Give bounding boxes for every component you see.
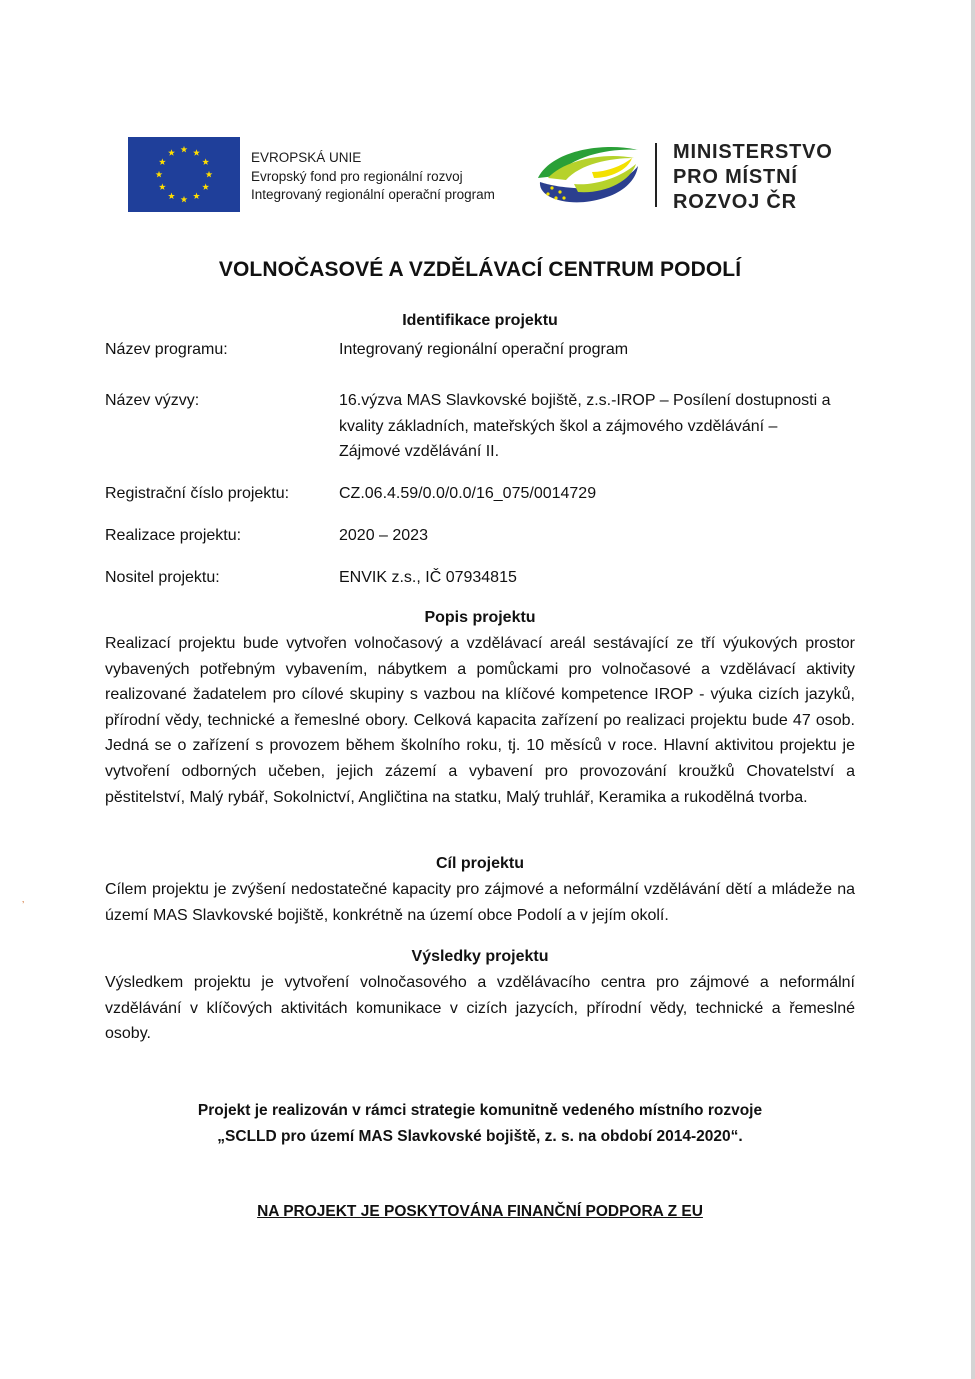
registration-number-value: CZ.06.4.59/0.0/0.0/16_075/0014729 bbox=[339, 485, 597, 502]
mmr-text-line-2: PRO MÍSTNÍ bbox=[673, 166, 798, 188]
realization-label: Realizace projektu: bbox=[105, 527, 242, 544]
realization-value: 2020 – 2023 bbox=[339, 527, 428, 544]
eu-text-line-3: Integrovaný regionální operační program bbox=[251, 187, 495, 202]
document-title: VOLNOČASOVÉ A VZDĚLÁVACÍ CENTRUM PODOLÍ bbox=[218, 258, 742, 281]
call-name-label: Název výzvy: bbox=[105, 392, 200, 409]
project-holder-value: ENVIK z.s., IČ 07934815 bbox=[339, 569, 517, 586]
description-text: Realizací projektu bude vytvořen volnočasový a vzdělávací areál sestávající ze tří výukových prostor vybavených potřebným vybavením, nábytkem a pomůckami pro volnočasové a vzdělávací aktivity realizované žadatelem pro cílové skupiny s vazbou na klíčové kompetence IROP - výuka cizích jazyků, přírodní vědy, technické a řemeslné obory. Celková kapacita zařízení po realizaci projektu bude 47 osob. Jedná se o zařízení s provozem během školního roku, tj. 10 měsíců v roce. Hlavní aktivitou projektu je vytvoření odborných učeben, jejich zázemí a vybavení pro provozování kroužků Chovatelství a pěstitelství, Malý rybář, Sokolnictví, Angličtina na statku, Malý truhlář, Keramika a rukodělná tvorba. bbox=[105, 635, 855, 806]
results-text: Výsledkem projektu je vytvoření volnočasového a vzdělávacího centra pro zájmové a neformální vzdělávání v klíčových aktivitách komunikace v cizích jazycích, přírodní vědy, technické a řemeslné osoby. bbox=[105, 974, 855, 1043]
footer-strategy-line: Projekt je realizován v rámci strategie komunitně vedeného místního rozvoje bbox=[197, 1102, 763, 1119]
mmr-divider bbox=[655, 143, 657, 207]
description-heading: Popis projektu bbox=[424, 609, 536, 626]
program-name-value: Integrovaný regionální operační program bbox=[339, 341, 629, 358]
eu-support-notice: NA PROJEKT JE POSKYTOVÁNA FINANČNÍ PODPORA Z EU bbox=[257, 1203, 703, 1220]
eu-text-line-1: EVROPSKÁ UNIE bbox=[251, 150, 362, 165]
results-heading: Výsledky projektu bbox=[411, 948, 549, 965]
eu-text-line-2: Evropský fond pro regionální rozvoj bbox=[251, 168, 463, 184]
page-edge bbox=[971, 0, 975, 1379]
program-name-label: Název programu: bbox=[105, 341, 228, 358]
mmr-text-line-1: MINISTERSTVO bbox=[673, 141, 833, 163]
call-name-value: 16.výzva MAS Slavkovské bojiště, z.s.-IROP – Posílení dostupnosti a kvality základních, mateřských škol a zájmového vzdělávání – Zájmové vzdělávání II. bbox=[339, 392, 831, 460]
goal-text: Cílem projektu je zvýšení nedostatečné kapacity pro zájmové a neformální vzdělávání dětí a mládeže na území MAS Slavkovské bojiště, konkrétně na území obce Podolí a v jejím okolí. bbox=[105, 881, 855, 924]
mmr-text-line-3: ROZVOJ ČR bbox=[673, 191, 797, 213]
registration-number-label: Registrační číslo projektu: bbox=[105, 485, 290, 502]
mmr-logo-text bbox=[673, 140, 833, 215]
goal-heading: Cíl projektu bbox=[435, 855, 524, 872]
project-holder-label: Nositel projektu: bbox=[105, 569, 220, 586]
footer-sclld-line: „SCLLD pro území MAS Slavkovské bojiště, z. s. na období 2014-2020“. bbox=[217, 1128, 743, 1145]
mmr-logo bbox=[534, 138, 834, 213]
mmr-emblem-icon bbox=[534, 142, 640, 206]
eu-flag-icon bbox=[128, 137, 240, 212]
eu-logo-text bbox=[251, 149, 495, 205]
stray-mark: ’ bbox=[22, 900, 25, 911]
identification-heading: Identifikace projektu bbox=[402, 312, 558, 329]
eu-logo bbox=[128, 137, 508, 213]
